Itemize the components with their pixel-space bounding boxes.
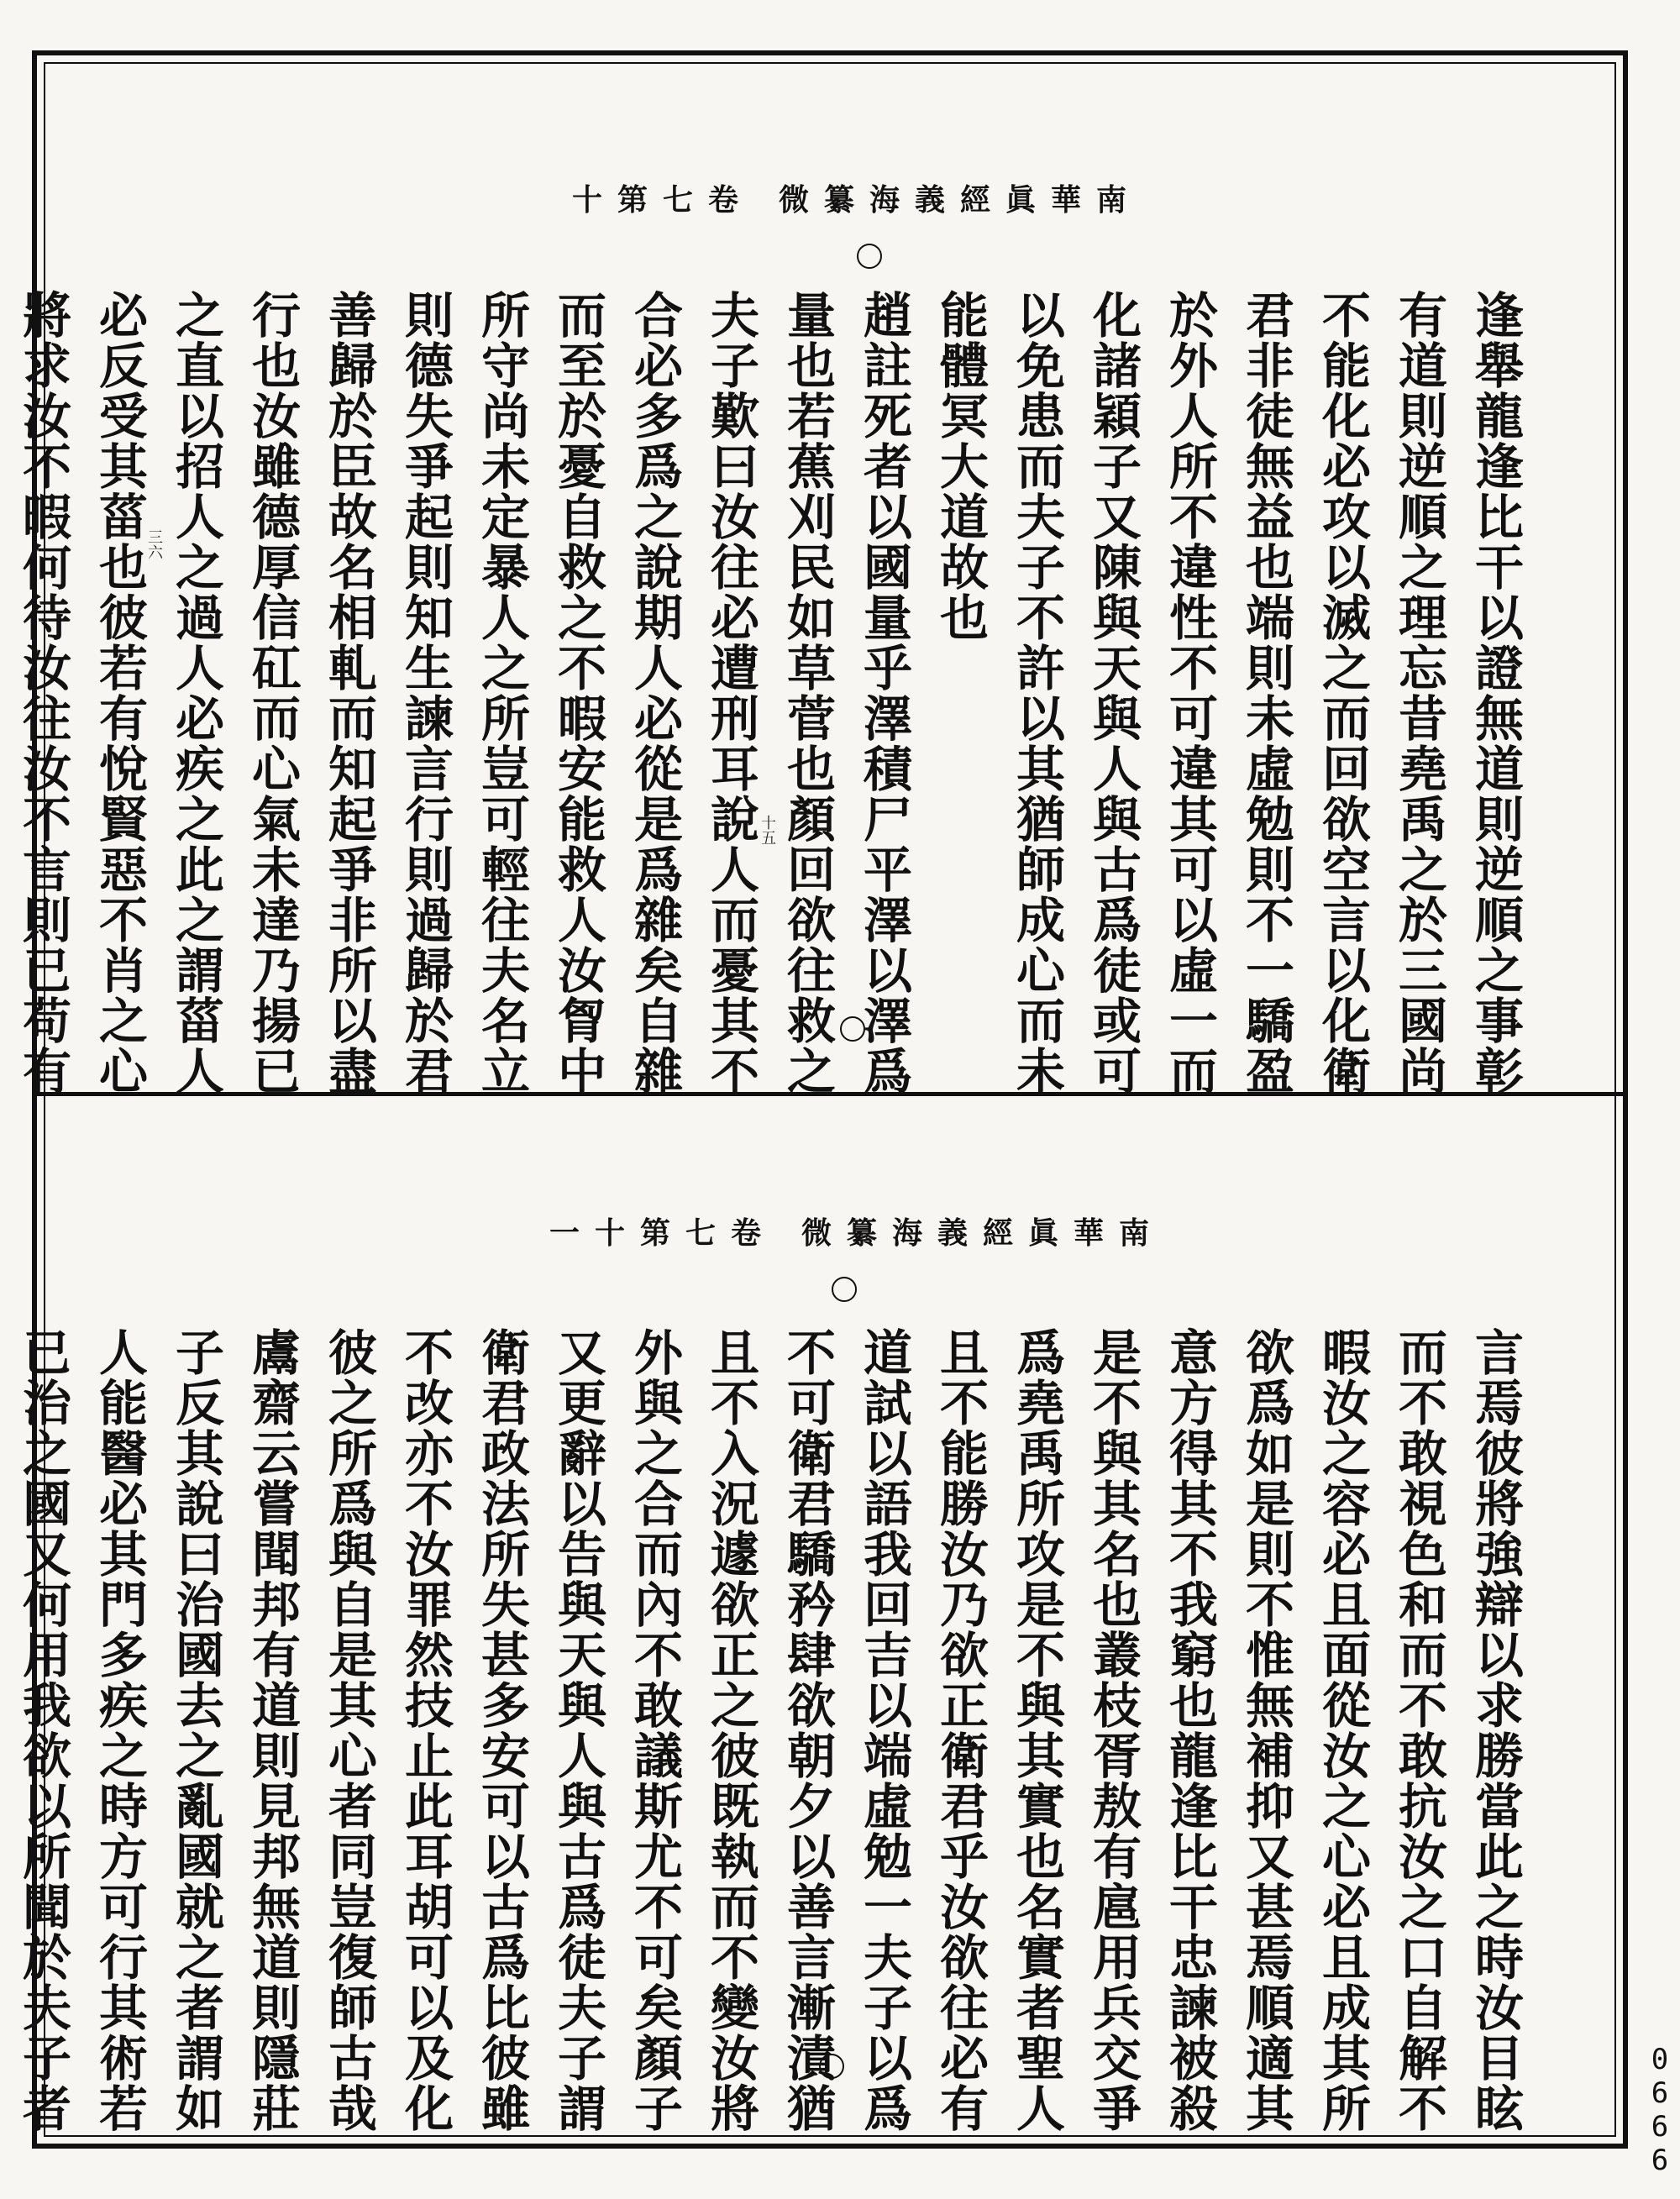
text-column: 化諸穎子又陳與天與人與古爲徒或可 [1084, 290, 1142, 1096]
text-column: 又更辭以告與天與人與古爲徒夫子謂 [549, 1327, 606, 2133]
bottom-title: 南華眞經義海纂微 [801, 1215, 1165, 1251]
text-column: 而至於憂自救之不暇安能救人汝胷中 [549, 290, 606, 1096]
text-column: 爲堯禹所攻是不與其實也名實者聖人 [1008, 1327, 1065, 2133]
page-number: 0666 [1651, 2043, 1669, 2177]
text-column: 君非徒無益也端則未虛勉則不一驕盈 [1237, 290, 1294, 1096]
bottom-chapter: 卷七第十一 [549, 1215, 776, 1251]
top-side-note-right: 十五 [759, 815, 776, 845]
text-column: 以免患而夫子不許以其猶師成心而未 [1008, 290, 1065, 1096]
top-side-note-left: 三六 [145, 529, 163, 559]
text-column: 將求汝不暇何待汝往汝不言則已苟有 [14, 290, 71, 1096]
text-column: 而不敢視色和而不敢抗汝之口自解不 [1390, 1327, 1447, 2133]
text-column: 暇汝之容必且面從汝之心必且成其所 [1314, 1327, 1371, 2133]
text-column: 則德失爭起則知生諫言行則過歸於君 [396, 290, 454, 1096]
text-column: 有道則逆順之理忘昔堯禹之於三國尚 [1390, 290, 1447, 1096]
text-column: 趙註死者以國量乎澤積尸平澤以澤爲 [855, 290, 912, 1096]
top-header [50, 176, 1613, 219]
text-column: 欲爲如是則不惟無補抑又甚焉順適其 [1237, 1327, 1294, 2133]
text-column: 言焉彼將強辯以求勝當此之時汝目眩 [1467, 1327, 1524, 2133]
text-column: 不改亦不汝罪然技止此耳胡可以及化 [396, 1327, 454, 2133]
text-column: 之直以招人之過人必疾之此之謂菑人 [167, 290, 224, 1096]
top-title: 南華眞經義海纂微 [779, 182, 1142, 218]
top-chapter: 卷七第十 [571, 182, 753, 218]
bottom-header [50, 1210, 1613, 1252]
section-circle-icon [857, 244, 882, 269]
text-column: 鬳齋云嘗聞邦有道則見邦無道則隱莊 [244, 1327, 301, 2133]
text-column: 道試以語我回吉以端虛勉一夫子以爲 [855, 1327, 912, 2133]
text-column: 行也汝雖德厚信矼而心氣未達乃揚已 [244, 290, 301, 1096]
text-column: 人能醫必其門多疾之時方可行其術若 [91, 1327, 148, 2133]
text-column: 能體冥大道故也 [932, 290, 989, 643]
text-column: 且不能勝汝乃欲正衛君乎汝欲往必有 [932, 1327, 989, 2133]
text-column: 於外人所不違性不可違其可以虛一而 [1161, 290, 1218, 1096]
text-column: 不能化必攻以滅之而回欲空言以化衛 [1314, 290, 1371, 1096]
bottom-text-block [4, 1327, 1533, 2133]
text-column: 逢舉龍逢比干以證無道則逆順之事彰 [1467, 290, 1524, 1096]
text-column: 合必多爲之說期人必從是爲雜矣自雜 [626, 290, 683, 1096]
text-column: 是不與其名也叢枝胥敖有扈用兵交爭 [1084, 1327, 1142, 2133]
text-column: 已治之國又何用我欲以所聞於夫子者 [14, 1327, 71, 2133]
text-column: 衛君政法所失甚多安可以古爲比彼雖 [473, 1327, 530, 2133]
text-column: 必反受其菑也彼若有悅賢惡不肖之心 [91, 290, 148, 1096]
text-column: 意方得其不我窮也龍逢比干忠諫被殺 [1161, 1327, 1218, 2133]
text-column: 彼之所爲與自是其心者同豈復師古哉 [320, 1327, 377, 2133]
text-column: 不可衛君驕矜肆欲朝夕以善言漸漬猶 [779, 1327, 836, 2133]
text-column: 夫子歎曰汝往必遭刑耳說人而憂其不 [702, 290, 759, 1096]
text-column: 所守尚未定暴人之所豈可輕往夫名立 [473, 290, 530, 1096]
text-column: 善歸於臣故名相軋而知起爭非所以盡 [320, 290, 377, 1096]
bottom-page [14, 1117, 1613, 2133]
text-column: 子反其說曰治國去之亂國就之者謂如 [167, 1327, 224, 2133]
text-column: 且不入況遽欲正之彼既執而不變汝將 [702, 1327, 759, 2133]
top-page [14, 76, 1613, 1096]
section-circle-icon [832, 1277, 857, 1302]
text-column: 量也若蕉刈民如草菅也顏回欲往救之 [779, 290, 836, 1096]
text-column: 外與之合而內不敢議斯尤不可矣顏子 [626, 1327, 683, 2133]
top-text-block [4, 290, 1533, 1096]
